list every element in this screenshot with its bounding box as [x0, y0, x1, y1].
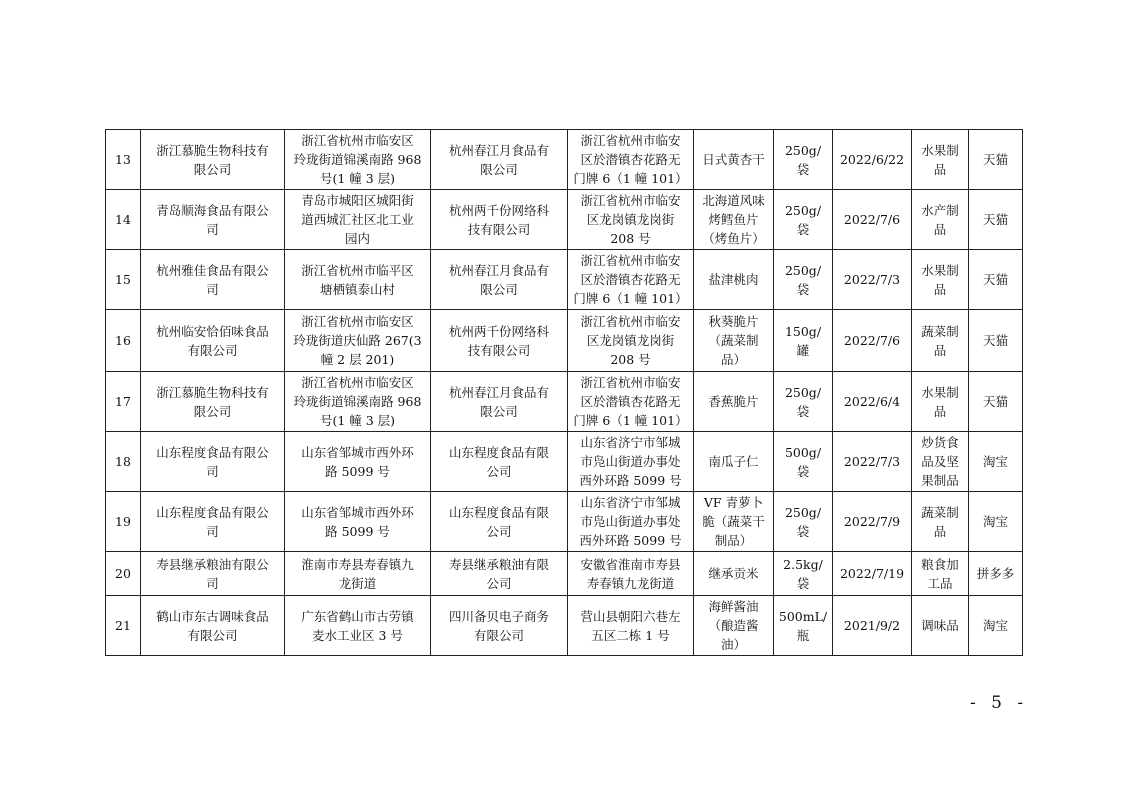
table-row: [106, 552, 1023, 596]
cell-seller: 山东程度食品有限 公司: [431, 432, 568, 492]
cell-producer: 山东程度食品有限公 司: [141, 492, 285, 552]
cell-category: 粮食加 工品: [912, 552, 969, 596]
cell-platform: 天猫: [969, 190, 1023, 250]
cell-producer: 寿县继承粮油有限公 司: [141, 552, 285, 596]
cell-producer: 鹤山市东古调味食品 有限公司: [141, 596, 285, 656]
cell-producer: 浙江慕脆生物科技有 限公司: [141, 130, 285, 190]
cell-spec: 250g/ 袋: [774, 130, 833, 190]
cell-seller-addr: 浙江省杭州市临安 区龙岗镇龙岗街 208 号: [568, 190, 694, 250]
cell-platform: 天猫: [969, 310, 1023, 372]
cell-product: 盐津桃肉: [694, 250, 774, 310]
table-row: [106, 190, 1023, 250]
cell-seller-addr: 山东省济宁市邹城 市凫山街道办事处 西外环路 5099 号: [568, 492, 694, 552]
cell-spec: 250g/ 袋: [774, 492, 833, 552]
product-table: [105, 129, 1023, 656]
cell-no: 21: [106, 596, 141, 656]
cell-date: 2022/7/9: [833, 492, 912, 552]
cell-producer-addr: 山东省邹城市西外环 路 5099 号: [285, 432, 431, 492]
cell-seller: 杭州春江月食品有 限公司: [431, 372, 568, 432]
cell-seller: 杭州春江月食品有 限公司: [431, 250, 568, 310]
cell-platform: 天猫: [969, 372, 1023, 432]
cell-product: 日式黄杏干: [694, 130, 774, 190]
cell-spec: 250g/ 袋: [774, 250, 833, 310]
cell-date: 2022/7/3: [833, 432, 912, 492]
cell-producer: 杭州雅佳食品有限公 司: [141, 250, 285, 310]
cell-producer-addr: 浙江省杭州市临安区 玲珑街道锦溪南路 968 号(1 幢 3 层): [285, 372, 431, 432]
cell-producer: 杭州临安恰佰味食品 有限公司: [141, 310, 285, 372]
cell-spec: 150g/ 罐: [774, 310, 833, 372]
cell-producer-addr: 淮南市寿县寿春镇九 龙街道: [285, 552, 431, 596]
cell-no: 14: [106, 190, 141, 250]
cell-product: VF 青萝卜 脆（蔬菜干 制品）: [694, 492, 774, 552]
cell-no: 17: [106, 372, 141, 432]
cell-seller-addr: 浙江省杭州市临安 区龙岗镇龙岗街 208 号: [568, 310, 694, 372]
cell-category: 蔬菜制 品: [912, 310, 969, 372]
cell-no: 19: [106, 492, 141, 552]
cell-producer: 浙江慕脆生物科技有 限公司: [141, 372, 285, 432]
cell-date: 2022/7/6: [833, 310, 912, 372]
cell-date: 2022/7/19: [833, 552, 912, 596]
cell-producer-addr: 山东省邹城市西外环 路 5099 号: [285, 492, 431, 552]
cell-platform: 天猫: [969, 250, 1023, 310]
cell-category: 水果制 品: [912, 372, 969, 432]
cell-no: 15: [106, 250, 141, 310]
cell-product: 南瓜子仁: [694, 432, 774, 492]
cell-spec: 250g/ 袋: [774, 372, 833, 432]
cell-seller-addr: 浙江省杭州市临安 区於潜镇杏花路无 门牌 6（1 幢 101）: [568, 130, 694, 190]
cell-category: 水果制 品: [912, 130, 969, 190]
cell-seller: 杭州两千份网络科 技有限公司: [431, 310, 568, 372]
cell-seller-addr: 安徽省淮南市寿县 寿春镇九龙街道: [568, 552, 694, 596]
cell-no: 18: [106, 432, 141, 492]
cell-product: 香蕉脆片: [694, 372, 774, 432]
cell-platform: 淘宝: [969, 492, 1023, 552]
cell-producer-addr: 青岛市城阳区城阳街 道西城汇社区北工业 园内: [285, 190, 431, 250]
cell-category: 炒货食 品及坚 果制品: [912, 432, 969, 492]
cell-seller: 杭州两千份网络科 技有限公司: [431, 190, 568, 250]
cell-product: 秋葵脆片 （蔬菜制 品）: [694, 310, 774, 372]
cell-producer-addr: 浙江省杭州市临安区 玲珑街道锦溪南路 968 号(1 幢 3 层): [285, 130, 431, 190]
page-number: - 5 -: [970, 693, 1029, 713]
cell-category: 蔬菜制 品: [912, 492, 969, 552]
cell-category: 水产制 品: [912, 190, 969, 250]
cell-producer: 山东程度食品有限公 司: [141, 432, 285, 492]
cell-no: 13: [106, 130, 141, 190]
cell-category: 水果制 品: [912, 250, 969, 310]
cell-seller-addr: 浙江省杭州市临安 区於潜镇杏花路无 门牌 6（1 幢 101）: [568, 372, 694, 432]
cell-seller: 四川备贝电子商务 有限公司: [431, 596, 568, 656]
cell-producer-addr: 浙江省杭州市临平区 塘栖镇泰山村: [285, 250, 431, 310]
cell-date: 2022/7/6: [833, 190, 912, 250]
table-body: [106, 130, 1023, 656]
table-row: [106, 432, 1023, 492]
cell-date: 2022/6/22: [833, 130, 912, 190]
cell-category: 调味品: [912, 596, 969, 656]
cell-seller: 山东程度食品有限 公司: [431, 492, 568, 552]
cell-platform: 拼多多: [969, 552, 1023, 596]
cell-product: 海鲜酱油 （酿造酱 油）: [694, 596, 774, 656]
cell-date: 2021/9/2: [833, 596, 912, 656]
table-row: [106, 596, 1023, 656]
cell-product: 继承贡米: [694, 552, 774, 596]
cell-spec: 250g/ 袋: [774, 190, 833, 250]
cell-spec: 500mL/ 瓶: [774, 596, 833, 656]
table-row: [106, 492, 1023, 552]
cell-producer-addr: 浙江省杭州市临安区 玲珑街道庆仙路 267(3 幢 2 层 201): [285, 310, 431, 372]
cell-platform: 淘宝: [969, 596, 1023, 656]
cell-seller: 寿县继承粮油有限 公司: [431, 552, 568, 596]
cell-platform: 天猫: [969, 130, 1023, 190]
cell-producer-addr: 广东省鹤山市古劳镇 麦水工业区 3 号: [285, 596, 431, 656]
cell-seller: 杭州春江月食品有 限公司: [431, 130, 568, 190]
cell-producer: 青岛顺海食品有限公 司: [141, 190, 285, 250]
cell-seller-addr: 山东省济宁市邹城 市凫山街道办事处 西外环路 5099 号: [568, 432, 694, 492]
cell-no: 20: [106, 552, 141, 596]
table-row: [106, 130, 1023, 190]
table-row: [106, 372, 1023, 432]
cell-date: 2022/6/4: [833, 372, 912, 432]
cell-spec: 500g/ 袋: [774, 432, 833, 492]
cell-platform: 淘宝: [969, 432, 1023, 492]
cell-seller-addr: 营山县朝阳六巷左 五区二栋 1 号: [568, 596, 694, 656]
table-row: [106, 310, 1023, 372]
table-row: [106, 250, 1023, 310]
cell-spec: 2.5kg/ 袋: [774, 552, 833, 596]
cell-product: 北海道风味 烤鳕鱼片 （烤鱼片）: [694, 190, 774, 250]
cell-date: 2022/7/3: [833, 250, 912, 310]
cell-seller-addr: 浙江省杭州市临安 区於潜镇杏花路无 门牌 6（1 幢 101）: [568, 250, 694, 310]
cell-no: 16: [106, 310, 141, 372]
